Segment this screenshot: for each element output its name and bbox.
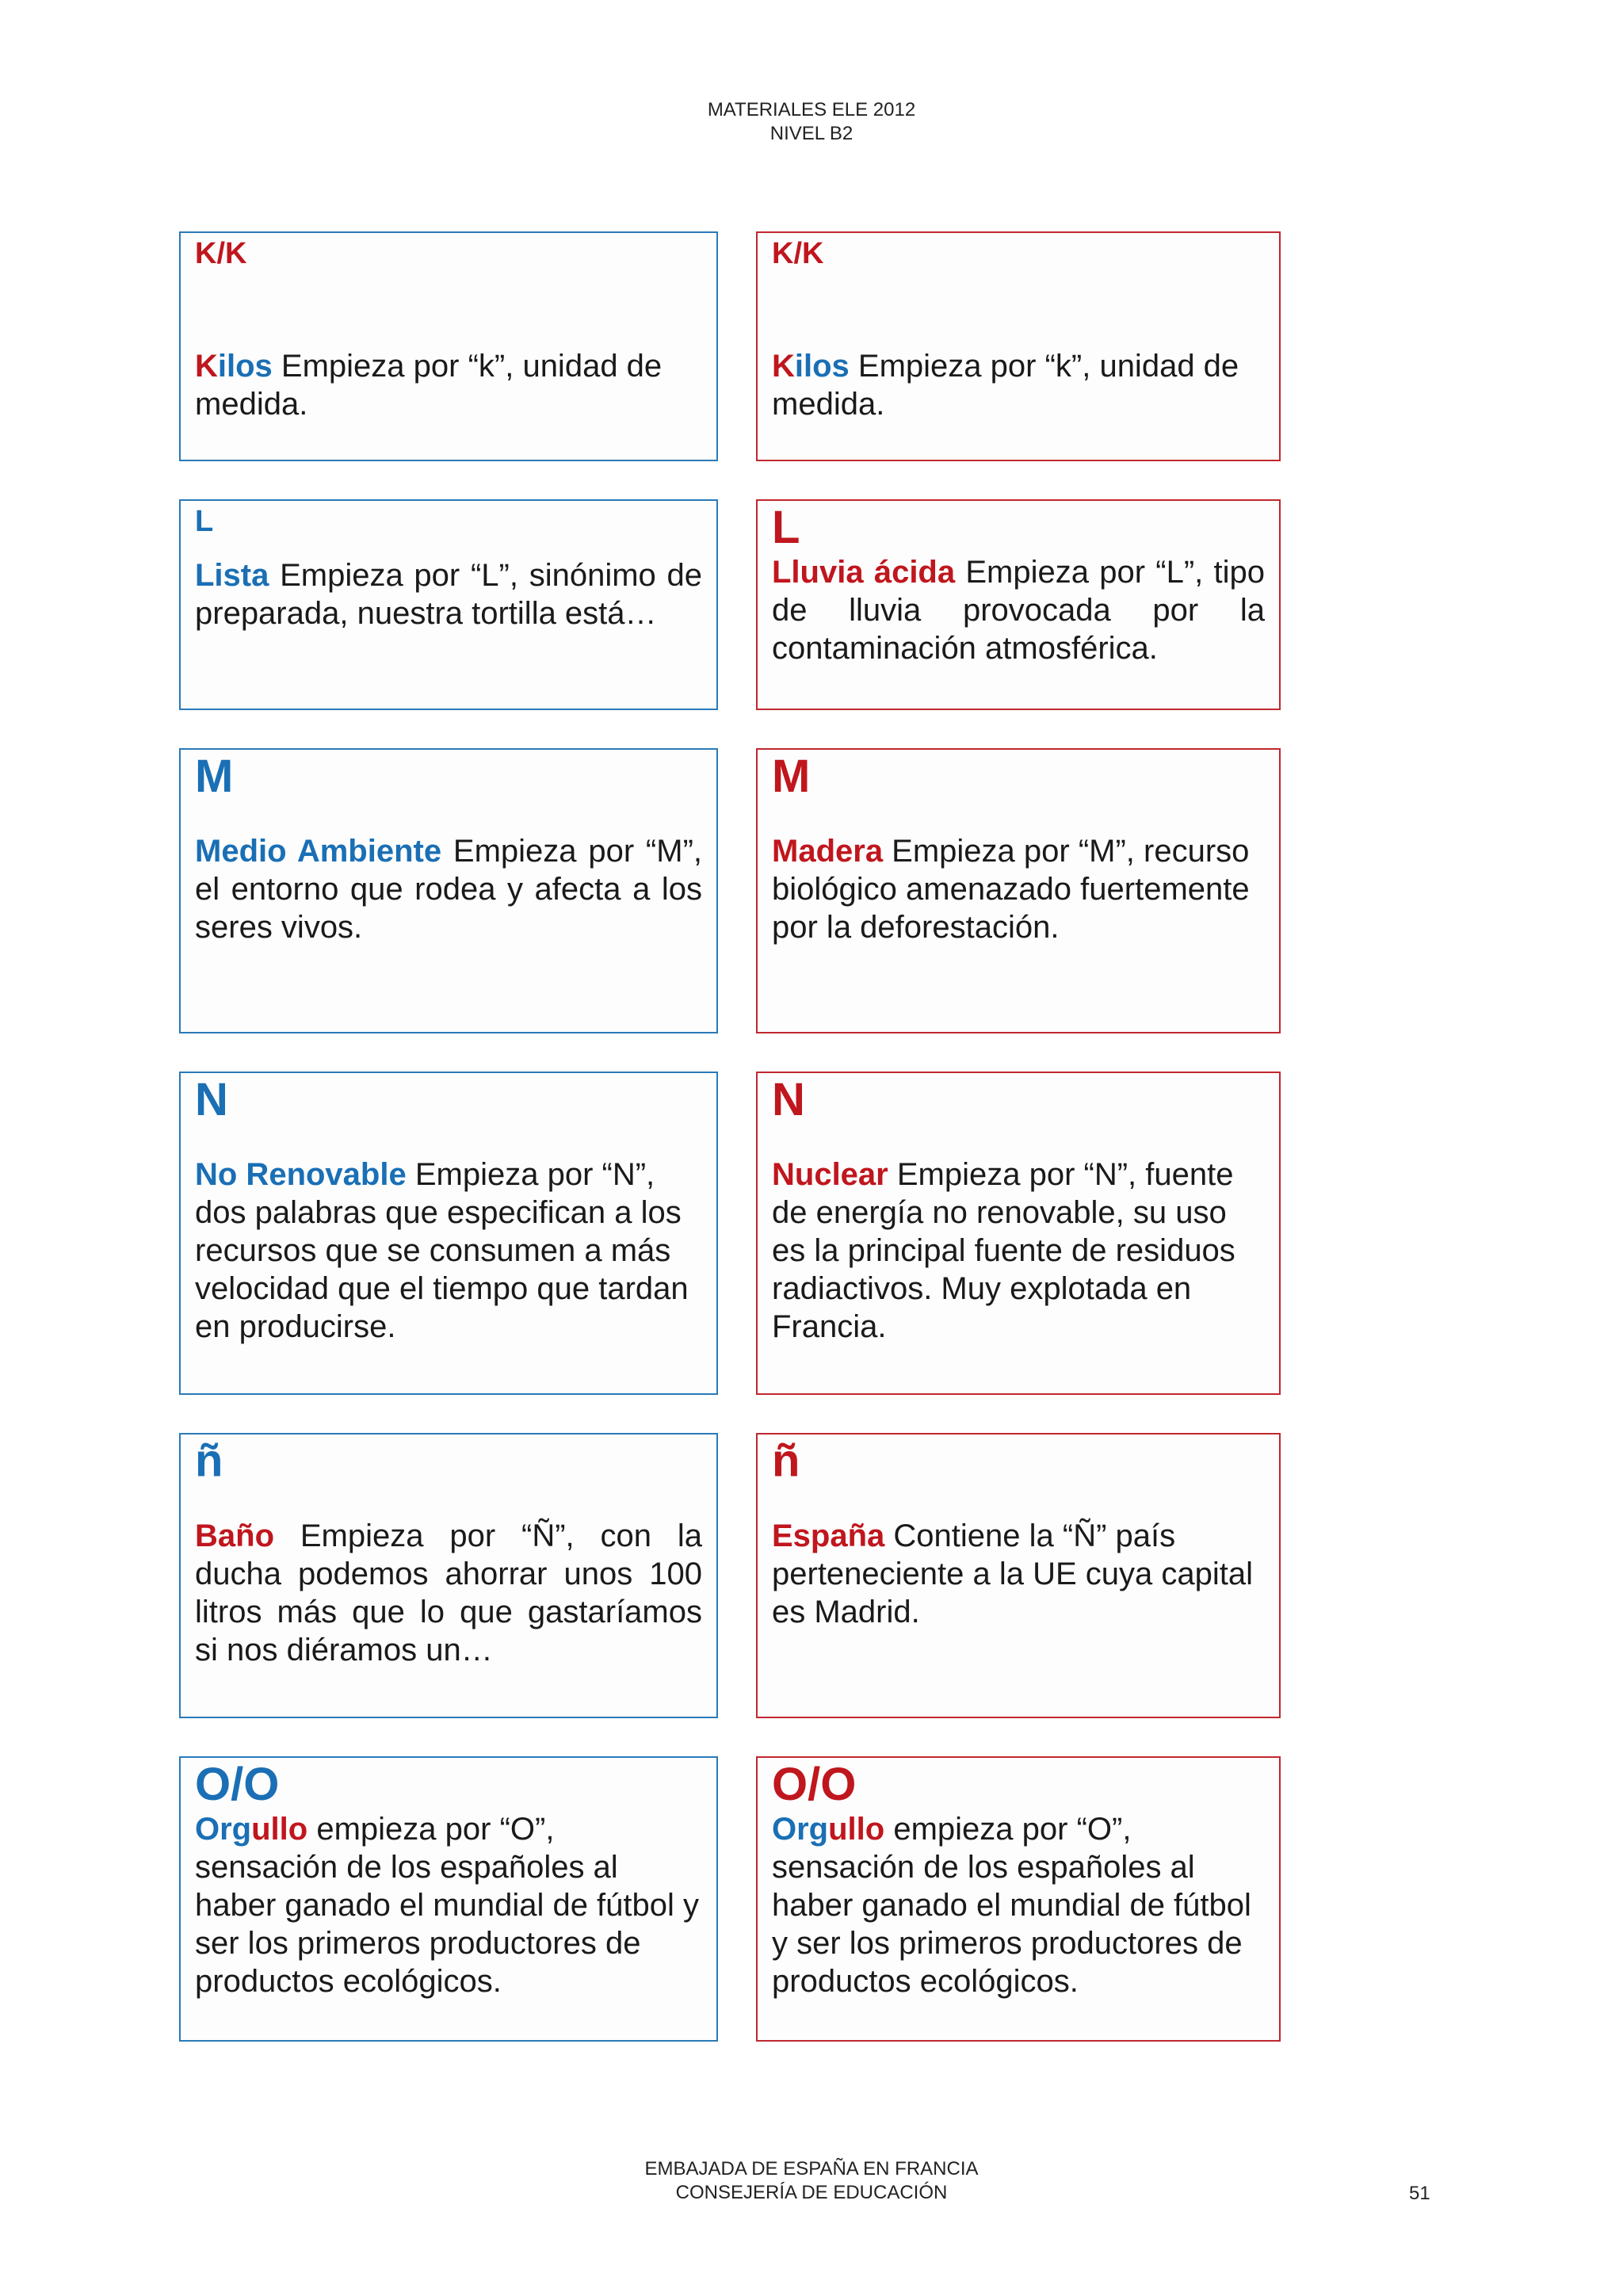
- card-n-left: [179, 1072, 718, 1395]
- card-definition: [195, 1517, 702, 1669]
- card-definition: [772, 1517, 1265, 1631]
- definition-text: Empieza por “L”, tipo de lluvia provocada por la contaminación atmosférica.: [772, 555, 1265, 666]
- definition-text: empieza por “O”, sensación de los españoles al haber ganado el mundial de fútbol y ser los primeros productores de productos ecológicos.: [195, 1812, 700, 1999]
- card-letter: O/O: [772, 1759, 857, 1810]
- keyword-end: ullo: [251, 1812, 308, 1847]
- keyword: España: [772, 1519, 885, 1553]
- card-letter: M: [772, 751, 811, 802]
- definition-text: Empieza por “N”, dos palabras que especifican a los recursos que se consumen a más velocidad que el tiempo que tardan en producirse.: [195, 1157, 689, 1344]
- card-definition: [195, 1810, 702, 2000]
- card-definition: [195, 832, 702, 946]
- running-footer: [0, 2157, 1623, 2205]
- card-definition: [195, 1156, 702, 1346]
- definition-text: Contiene la “Ñ” país perteneciente a la UE cuya capital es Madrid.: [772, 1519, 1254, 1629]
- definition-text: Empieza por “k”, unidad de medida.: [772, 349, 1239, 422]
- card-m-right: [756, 748, 1281, 1033]
- definition-text: Empieza por “M”, el entorno que rodea y afecta a los seres vivos.: [195, 834, 702, 945]
- card-letter: ñ: [195, 1435, 223, 1487]
- card-o-right: [756, 1756, 1281, 2042]
- card-o-left: [179, 1756, 718, 2042]
- card-enye-left: [179, 1433, 718, 1718]
- card-enye-right: [756, 1433, 1281, 1718]
- card-letter: O/O: [195, 1759, 280, 1810]
- keyword-rest: ilos: [217, 349, 273, 384]
- card-letter: M: [195, 751, 234, 802]
- card-k-left: [179, 231, 718, 461]
- card-definition: [772, 832, 1265, 946]
- definition-text: Empieza por “L”, sinónimo de preparada, nuestra tortilla está…: [195, 558, 702, 631]
- card-l-left: [179, 499, 718, 710]
- keyword: Madera: [772, 834, 884, 869]
- card-m-left: [179, 748, 718, 1033]
- header-line-2: NIVEL B2: [769, 123, 854, 144]
- keyword: Lluvia ácida: [772, 555, 956, 590]
- keyword: Baño: [195, 1519, 274, 1553]
- keyword-start: Org: [772, 1812, 829, 1847]
- card-letter: ñ: [772, 1435, 800, 1487]
- keyword: Nuclear: [772, 1157, 888, 1192]
- keyword-initial: K: [772, 349, 795, 384]
- keyword: Medio Ambiente: [195, 834, 442, 869]
- keyword: Lista: [195, 558, 269, 593]
- card-k-right: [756, 231, 1281, 461]
- definition-text: Empieza por “M”, recurso biológico amenazado fuertemente por la deforestación.: [772, 834, 1250, 945]
- running-header: [0, 98, 1623, 146]
- footer-line-2: CONSEJERÍA DE EDUCACIÓN: [675, 2182, 948, 2203]
- definition-text: Empieza por “N”, fuente de energía no renovable, su uso es la principal fuente de residuos radiactivos. Muy explotada en Francia.: [772, 1157, 1235, 1344]
- card-letter: K/K: [195, 237, 247, 270]
- card-definition: [772, 347, 1265, 423]
- card-letter: L: [195, 505, 214, 538]
- page-number: 51: [1409, 2183, 1430, 2204]
- card-definition: [772, 1156, 1265, 1346]
- keyword: No Renovable: [195, 1157, 407, 1192]
- card-letter: N: [772, 1074, 805, 1125]
- keyword-rest: ilos: [794, 349, 850, 384]
- header-line-1: MATERIALES ELE 2012: [707, 99, 916, 120]
- definition-text: Empieza por “Ñ”, con la ducha podemos ahorrar unos 100 litros más que lo que gastaríamos si nos diéramos un…: [195, 1519, 702, 1668]
- footer-line-1: EMBAJADA DE ESPAÑA EN FRANCIA: [644, 2158, 979, 2179]
- card-letter: L: [772, 502, 800, 553]
- definition-text: empieza por “O”, sensación de los españoles al haber ganado el mundial de fútbol y ser los primeros productores de productos ecológicos.: [772, 1812, 1251, 1999]
- card-definition: [772, 1810, 1265, 2000]
- keyword-initial: K: [195, 349, 218, 384]
- card-letter: K/K: [772, 237, 824, 270]
- keyword-start: Org: [195, 1812, 252, 1847]
- definition-text: Empieza por “k”, unidad de medida.: [195, 349, 663, 422]
- card-definition: [195, 556, 702, 632]
- card-l-right: [756, 499, 1281, 710]
- keyword-end: ullo: [828, 1812, 885, 1847]
- card-definition: [772, 553, 1265, 667]
- card-definition: [195, 347, 702, 423]
- card-letter: N: [195, 1074, 228, 1125]
- card-n-right: [756, 1072, 1281, 1395]
